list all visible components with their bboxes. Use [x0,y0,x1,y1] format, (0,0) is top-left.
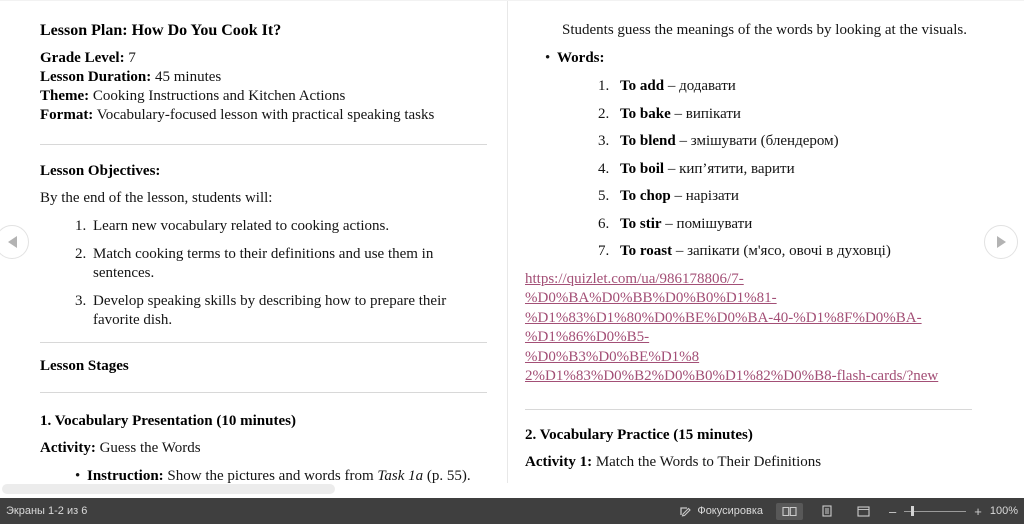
word-item [598,132,972,151]
status-bar-right [679,502,1018,520]
word-term: To bake [620,105,671,122]
focus-icon [679,505,692,517]
chevron-left-icon [8,236,17,248]
web-layout-icon [857,506,870,517]
zoom-in-button[interactable]: + [974,503,982,519]
divider [40,342,487,343]
link-line: %D1%83%D1%80%D0%BE%D0%BA-40-%D1%8F%D0%BA- [525,309,922,326]
objective-text: Match cooking terms to their definitions and use them in sentences. [93,246,434,281]
objective-text: Develop speaking skills by describing how to prepare their favorite dish. [93,293,447,328]
link-line: %D1%86%D0%B5- [525,329,650,345]
word-term: To add [620,78,665,94]
word-item [598,242,972,261]
words-list [598,77,972,261]
meta-label: Lesson Duration: [40,69,152,85]
meta-value: 45 minutes [151,69,222,85]
bullet-icon: • [75,468,81,484]
meta-grade-level [40,49,487,68]
activity1-value: Match the Words to Their Definitions [592,453,822,470]
words-bullet-item [545,49,972,68]
read-mode-button[interactable] [776,503,803,520]
zoom-level[interactable]: 100% [989,505,1018,517]
word-item [598,160,972,179]
stage1-heading: 1. Vocabulary Presentation (10 minutes) [40,413,296,429]
activity-value: Guess the Words [95,440,201,456]
word-text [620,187,739,206]
divider [525,409,972,410]
word-translation: – кип’ятити, варити [664,160,795,177]
list-number: 1. [75,218,87,234]
page-left [0,1,507,483]
word-term: To boil [620,160,665,177]
screens-indicator[interactable]: Экраны 1-2 из 6 [6,505,88,517]
words-intro: Students guess the meanings of the words by looking at the visuals. [562,22,967,38]
horizontal-scrollbar[interactable] [0,484,1024,494]
word-text [620,132,839,151]
objective-item [75,217,487,236]
instruction-pre: Show the pictures and words from [163,468,378,484]
word-text [620,77,736,96]
word-item [598,105,972,124]
word-translation: – випікати [670,105,741,122]
word-translation: – змішувати (блендером) [675,133,839,149]
zoom-slider-thumb[interactable] [911,506,914,516]
word-item [598,77,972,96]
list-number: 1. [598,78,610,94]
document-pages [0,1,1024,483]
list-number: 6. [598,215,610,232]
lesson-title: Lesson Plan: How Do You Cook It? [40,22,282,39]
next-screen-button[interactable] [984,225,1018,259]
link-line: 2%D1%83%D0%B2%D0%B0%D1%82%D0%B8-flash-cards/?new [525,368,939,384]
quizlet-hyperlink[interactable] [525,270,972,387]
page-right [507,1,1024,483]
meta-theme [40,87,487,106]
meta-value: Cooking Instructions and Kitchen Actions [89,88,346,104]
divider [40,144,487,145]
objectives-list [75,217,487,330]
word-text [620,242,891,261]
focus-mode-button[interactable] [679,505,763,517]
meta-format [40,106,487,125]
meta-value: 7 [124,50,136,66]
words-label: Words: [557,50,605,66]
zoom-slider[interactable] [904,505,966,517]
meta-label: Theme: [40,88,90,104]
meta-label: Grade Level: [40,50,125,66]
word-translation: – додавати [664,78,736,94]
meta-duration [40,68,487,87]
meta-label: Format: [40,107,94,123]
word-text [620,105,741,124]
link-line: %D0%B3%D0%BE%D1%8 [525,348,700,365]
word-term: To chop [620,188,671,204]
chevron-right-icon [997,236,1006,248]
word-item [598,215,972,234]
zoom-out-button[interactable]: – [889,503,897,519]
list-number: 3. [75,293,87,309]
instruction-label: Instruction: [87,468,164,484]
list-number: 4. [598,160,610,177]
zoom-controls [889,505,1018,518]
activity-line [40,439,487,458]
word-term: To blend [620,133,676,149]
instruction-task-ref: Task 1a [377,468,424,484]
activity-label: Activity: [40,440,96,456]
focus-mode-label: Фокусировка [697,505,764,517]
activity1-line [525,453,972,472]
link-line: https://quizlet.com/ua/986178806/7- [525,270,744,287]
word-term: To stir [620,215,662,232]
objective-item [75,292,487,330]
activity1-label: Activity 1: [525,453,593,470]
stages-heading: Lesson Stages [40,358,129,374]
read-mode-book-icon [782,506,797,517]
list-number: 7. [598,243,610,259]
print-layout-page-icon [822,505,832,517]
word-item [598,187,972,206]
status-bar [0,498,1024,524]
objectives-intro: By the end of the lesson, students will: [40,190,273,206]
word-translation: – запікати (м'ясо, овочі в духовці) [672,243,891,259]
list-number: 5. [598,188,610,204]
word-translation: – помішувати [661,215,753,232]
instruction-post: (p. 55). [423,468,471,484]
divider [40,392,487,393]
bullet-icon: • [545,50,551,66]
objective-item [75,245,487,283]
list-number: 2. [75,246,87,262]
list-number: 3. [598,133,610,149]
word-text [620,215,752,234]
stage2-heading: 2. Vocabulary Practice (15 minutes) [525,426,753,443]
link-line: %D0%BA%D0%BB%D0%B0%D1%81- [525,290,777,306]
objectives-heading: Lesson Objectives: [40,163,161,179]
list-number: 2. [598,105,610,122]
print-layout-button[interactable] [816,502,838,520]
objective-text: Learn new vocabulary related to cooking actions. [93,218,390,234]
word-term: To roast [620,243,673,259]
word-text [620,160,795,179]
horizontal-scrollbar-thumb[interactable] [2,484,335,494]
meta-value: Vocabulary-focused lesson with practical speaking tasks [93,107,435,123]
web-layout-button[interactable] [851,503,876,520]
word-translation: – нарізати [670,188,739,204]
